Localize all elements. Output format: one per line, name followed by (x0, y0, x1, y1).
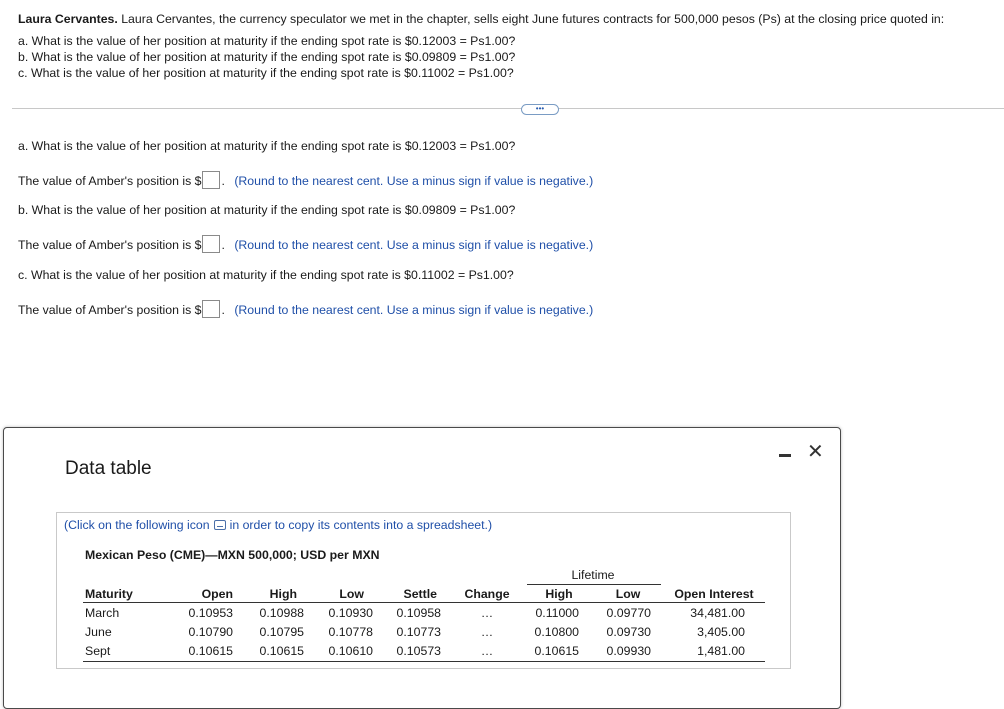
answer-question-c: c. What is the value of her position at maturity if the ending spot rate is $0.11002 = Ps1.00? (18, 268, 514, 282)
cell-change: … (480, 644, 494, 658)
answer-row-a: The value of Amber's position is $ . (Round to the nearest cent. Use a minus sign if value is negative.) (18, 171, 593, 189)
col-maturity: Maturity (85, 587, 133, 601)
col-lifetime-high: High (545, 587, 573, 601)
question-b: b. What is the value of her position at maturity if the ending spot rate is $0.09809 = Ps1.00? (18, 50, 516, 64)
answer-row-b: The value of Amber's position is $ . (Round to the nearest cent. Use a minus sign if value is negative.) (18, 235, 593, 253)
cell-lifetime-high: 0.11000 (535, 606, 579, 620)
answer-input-a[interactable] (202, 171, 220, 189)
cell-open-interest: 1,481.00 (697, 644, 745, 658)
cell-lifetime-low: 0.09770 (606, 606, 651, 620)
answer-input-c[interactable] (202, 300, 220, 318)
cell-lifetime-high: 0.10615 (534, 644, 579, 658)
question-a: a. What is the value of her position at maturity if the ending spot rate is $0.12003 = Ps1.00? (18, 34, 516, 48)
answer-hint-c: (Round to the nearest cent. Use a minus sign if value is negative.) (234, 303, 594, 317)
problem-title: Laura Cervantes. (18, 12, 118, 26)
more-button[interactable]: ••• (521, 104, 559, 115)
cell-high: 0.10795 (259, 625, 304, 639)
problem-intro: Laura Cervantes, the currency speculator we met in the chapter, sells eight June futures contracts for 500,000 pesos (Ps) at the closing price quoted in: (121, 12, 945, 26)
cell-maturity: March (85, 606, 120, 620)
copy-icon[interactable] (214, 520, 226, 530)
cell-change: … (480, 625, 494, 639)
cell-maturity: Sept (85, 644, 111, 658)
data-table-panel (56, 512, 791, 669)
close-icon[interactable]: ✕ (807, 441, 824, 463)
copy-instruction-before: (Click on the following icon (64, 518, 210, 532)
answer-question-b: b. What is the value of her position at maturity if the ending spot rate is $0.09809 = Ps1.00? (18, 203, 516, 217)
answer-prompt-a: The value of Amber's position is $ (18, 174, 202, 188)
cell-low: 0.10610 (328, 644, 373, 658)
problem-statement (18, 12, 944, 26)
answer-input-b[interactable] (202, 235, 220, 253)
answer-row-c: The value of Amber's position is $ . (Round to the nearest cent. Use a minus sign if value is negative.) (18, 300, 593, 318)
cell-settle: 0.10958 (396, 606, 441, 620)
copy-instruction-after: in order to copy its contents into a spreadsheet.) (229, 518, 493, 532)
footer-rule (83, 661, 765, 662)
answer-question-a: a. What is the value of her position at maturity if the ending spot rate is $0.12003 = Ps1.00? (18, 139, 516, 153)
col-open: Open (201, 587, 233, 601)
cell-high: 0.10615 (259, 644, 304, 658)
col-high: High (269, 587, 297, 601)
lifetime-header: Lifetime (571, 568, 615, 582)
question-c: c. What is the value of her position at maturity if the ending spot rate is $0.11002 = Ps1.00? (18, 66, 514, 80)
data-table-dialog (3, 427, 841, 709)
cell-open: 0.10953 (188, 606, 233, 620)
section-divider (12, 108, 1004, 109)
cell-lifetime-low: 0.09730 (606, 625, 651, 639)
col-lifetime-low: Low (615, 587, 641, 601)
dialog-title: Data table (65, 458, 152, 479)
answer-hint-b: (Round to the nearest cent. Use a minus sign if value is negative.) (234, 238, 594, 252)
cell-high: 0.10988 (259, 606, 304, 620)
copy-instruction (64, 518, 492, 532)
cell-open-interest: 3,405.00 (697, 625, 745, 639)
col-low: Low (339, 587, 364, 601)
header-rule (83, 602, 765, 603)
answer-prompt-b: The value of Amber's position is $ (18, 238, 202, 252)
cell-settle: 0.10773 (396, 625, 441, 639)
cell-change: … (480, 606, 494, 620)
cell-maturity: June (85, 625, 112, 639)
cell-open: 0.10790 (188, 625, 233, 639)
lifetime-rule (527, 584, 661, 585)
col-open-interest: Open Interest (674, 587, 754, 601)
col-settle: Settle (403, 587, 437, 601)
cell-settle: 0.10573 (396, 644, 441, 658)
cell-lifetime-high: 0.10800 (534, 625, 579, 639)
answer-prompt-c: The value of Amber's position is $ (18, 303, 202, 317)
table-title: Mexican Peso (CME)—MXN 500,000; USD per MXN (85, 548, 380, 562)
minimize-icon[interactable] (779, 454, 791, 457)
cell-open: 0.10615 (188, 644, 233, 658)
cell-open-interest: 34,481.00 (690, 606, 745, 620)
col-change: Change (464, 587, 510, 601)
cell-low: 0.10778 (328, 625, 373, 639)
answer-hint-a: (Round to the nearest cent. Use a minus sign if value is negative.) (234, 174, 594, 188)
cell-low: 0.10930 (328, 606, 373, 620)
cell-lifetime-low: 0.09930 (606, 644, 651, 658)
